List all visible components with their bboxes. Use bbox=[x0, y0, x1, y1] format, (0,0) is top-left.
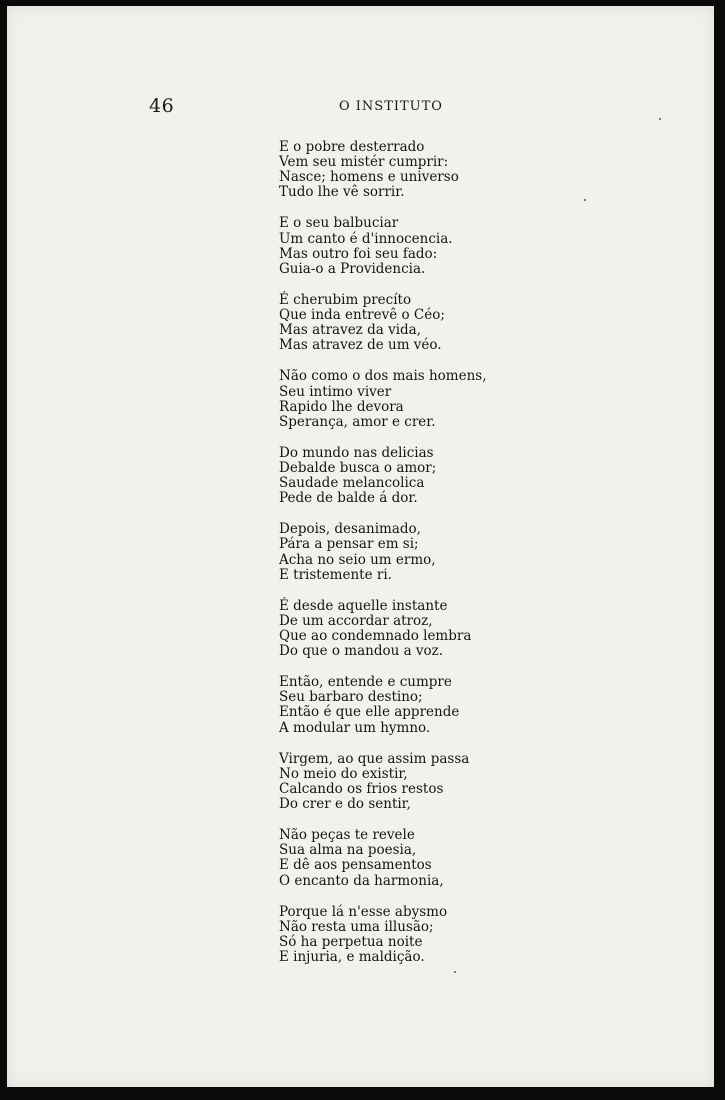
poem-line: Só ha perpetua noite bbox=[279, 933, 423, 950]
poem-line: E dê aos pensamentos bbox=[279, 857, 432, 874]
poem-line: Nasce; homens e universo bbox=[279, 169, 459, 186]
poem-line: E o seu balbuciar bbox=[279, 215, 399, 232]
poem-line: Rapido lhe devora bbox=[279, 398, 404, 415]
stanza bbox=[279, 752, 539, 812]
poem-line: Que inda entrevê o Céo; bbox=[279, 307, 445, 324]
poem-line: E o pobre desterrado bbox=[279, 139, 425, 155]
poem-line: Acha no seio um ermo, bbox=[279, 551, 436, 568]
poem-line: Seu barbaro destino; bbox=[279, 689, 423, 706]
stanza bbox=[279, 446, 539, 506]
running-title: O INSTITUTO bbox=[339, 99, 443, 114]
poem-line: Saudade melancolica bbox=[279, 475, 425, 492]
poem-line: É desde aquelle instante bbox=[279, 597, 448, 614]
page-number: 46 bbox=[149, 95, 175, 117]
poem-line: Mas outro foi seu fado: bbox=[279, 245, 438, 262]
poem-line: Não como o dos mais homens, bbox=[279, 368, 487, 385]
poem-line: Que ao condemnado lembra bbox=[279, 628, 472, 644]
stanza bbox=[279, 216, 539, 276]
poem-line: Então, entende e cumpre bbox=[279, 674, 452, 691]
poem-line: Virgem, ao que assim passa bbox=[279, 750, 470, 767]
stanza bbox=[279, 293, 539, 353]
stanza bbox=[279, 828, 539, 888]
page-speck bbox=[659, 118, 661, 120]
poem-line: O encanto da harmonia, bbox=[279, 872, 444, 889]
poem-line: Seu intimo viver bbox=[279, 383, 392, 400]
poem-line: Tudo lhe vê sorrir. bbox=[279, 184, 405, 201]
poem-line: Do que o mandou a voz. bbox=[279, 643, 444, 660]
page-speck bbox=[584, 199, 586, 201]
poem-line: E tristemente ri. bbox=[279, 566, 392, 583]
stanza bbox=[279, 905, 539, 965]
poem-line: Mas atravez da vida, bbox=[279, 322, 421, 339]
poem-line: A modular um hymno. bbox=[279, 719, 431, 736]
poem-line: E injuria, e maldição. bbox=[279, 948, 425, 965]
poem-line: Do mundo nas delicias bbox=[279, 444, 434, 461]
poem-line: Não peças te revele bbox=[279, 827, 415, 844]
poem-line: Guia-o a Providencia. bbox=[279, 260, 426, 277]
poem-line: Calcando os frios restos bbox=[279, 780, 444, 797]
poem-line: Sperança, amor e crer. bbox=[279, 413, 436, 430]
poem-line: Não resta uma illusão; bbox=[279, 918, 434, 935]
poem-line: Sua alma na poesia, bbox=[279, 842, 417, 859]
poem-line: Depois, desanimado, bbox=[279, 521, 421, 538]
stanza bbox=[279, 675, 539, 735]
poem-line: Mas atravez de um véo. bbox=[279, 337, 442, 354]
poem-line: Então é que elle apprende bbox=[279, 704, 460, 721]
poem-line: É cherubim precíto bbox=[279, 291, 412, 308]
poem-line: De um accordar atroz, bbox=[279, 612, 433, 629]
poem-line: Porque lá n'esse abysmo bbox=[279, 903, 448, 920]
poem-line: Vem seu mistér cumprir: bbox=[279, 154, 449, 171]
stanza bbox=[279, 369, 539, 429]
poem-line: Um canto é d'innocencia. bbox=[279, 230, 453, 247]
poem bbox=[279, 140, 539, 981]
poem-line: Debalde busca o amor; bbox=[279, 459, 437, 476]
poem-line: Pede de balde á dor. bbox=[279, 490, 418, 507]
poem-line: Pára a pensar em si; bbox=[279, 536, 419, 553]
page-header bbox=[149, 95, 589, 119]
stanza bbox=[279, 599, 539, 659]
stanza bbox=[279, 140, 539, 200]
stanza bbox=[279, 522, 539, 582]
poem-line: Do crer e do sentir, bbox=[279, 796, 411, 813]
poem-line: No meio do existir, bbox=[279, 765, 408, 782]
